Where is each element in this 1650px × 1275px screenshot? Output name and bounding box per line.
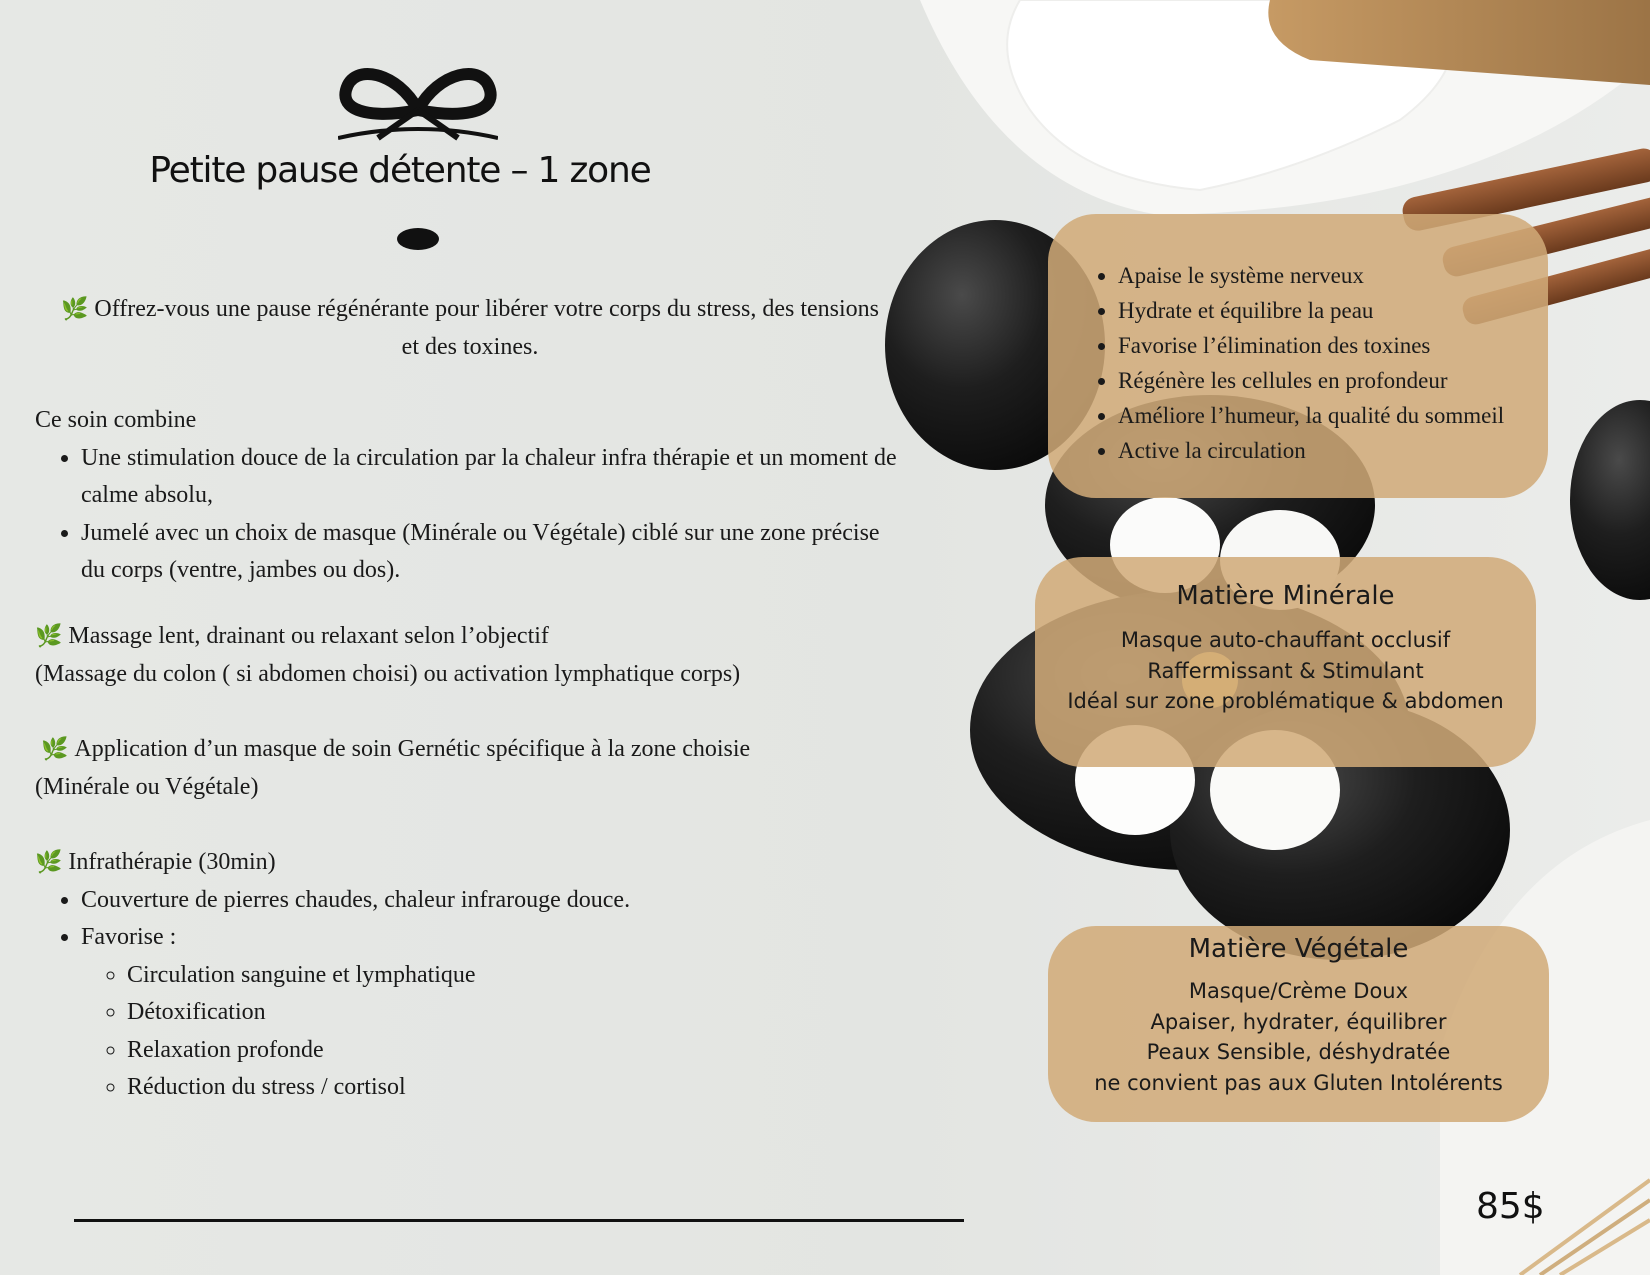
infratherapie-list [35,882,905,1107]
mineral-line: Masque auto-chauffant occlusif [1120,628,1451,652]
combine-heading: Ce soin combine [35,407,197,433]
list-item: • Jumelé avec un choix de masque (Minérale ou Végétale) ciblé sur une zone précise du corps (ventre, jambes ou dos). [81,515,905,590]
list-item: • Favorise : ◦ Circulation sanguine et lymphatique ◦ Détoxification ◦ Relaxation profonde ◦ Réduction du stress / cortisol [81,919,905,1107]
vegetal-title: Matière Végétale [1188,934,1409,964]
herb-sprig-icon: 🌿 [35,849,63,874]
intro-text: Offrez-vous une pause régénérante pour libérer votre corps du stress, des tensions et des toxines. [94,296,880,360]
vegetal-card [1048,926,1549,1122]
mineral-title: Matière Minérale [1176,581,1395,611]
mineral-line: Idéal sur zone problématique & abdomen [1067,689,1504,713]
mineral-line: Raffermissant & Stimulant [1147,658,1424,683]
page-title: Petite pause détente – 1 zone [149,150,651,191]
infratherapie-heading: Infrathérapie (30min) [68,849,276,875]
application-detail: (Minérale ou Végétale) [35,773,259,800]
massage-section [35,617,905,693]
application-line: Application d’un masque de soin Gernétic spécifique à la zone choisie [74,736,751,762]
list-item: ◦ Circulation sanguine et lymphatique [127,957,905,995]
list-item: • Une stimulation douce de la circulation par la chaleur infra thérapie et un moment de calme absolu, [81,440,905,515]
herb-sprig-icon: 🌿 [60,296,89,321]
list-item: • Hydrate et équilibre la peau [1118,293,1504,328]
benefits-card [1048,214,1548,498]
combine-list [35,440,905,590]
list-item: ◦ Détoxification [127,994,905,1032]
intro-paragraph [50,290,890,366]
list-item: ◦ Relaxation profonde [127,1032,905,1070]
herb-sprig-icon: 🌿 [35,623,63,648]
list-item: • Apaise le système nerveux [1118,258,1504,293]
vegetal-line: ne convient pas aux Gluten Intolérents [1094,1070,1503,1095]
massage-line: Massage lent, drainant ou relaxant selon l’objectif [68,623,549,649]
price-label: 85$ [1476,1186,1545,1227]
vegetal-line: Apaiser, hydrater, équilibrer [1150,1009,1447,1034]
vegetal-line: Masque/Crème Doux [1188,979,1409,1003]
vegetal-line: Peaux Sensible, déshydratée [1146,1040,1451,1064]
list-item: • Régénère les cellules en profondeur [1118,363,1504,398]
list-item: • Améliore l’humeur, la qualité du sommeil [1118,398,1504,433]
favorise-list [81,957,905,1107]
list-item: ◦ Réduction du stress / cortisol [127,1069,905,1107]
application-section [35,730,905,806]
mineral-card [1035,557,1536,767]
list-item: • Couverture de pierres chaudes, chaleur infrarouge douce. [81,882,905,920]
list-item: • Active la circulation [1118,433,1504,468]
list-item: • Favorise l’élimination des toxines [1118,328,1504,363]
benefits-list [1070,258,1504,468]
massage-detail: (Massage du colon ( si abdomen choisi) ou activation lymphatique corps) [35,660,741,687]
decorative-dot [397,228,439,250]
combine-section [35,402,905,590]
divider-line [74,1219,964,1222]
herb-sprig-icon: 🌿 [41,736,69,761]
infratherapie-section [35,843,905,1107]
ribbon-bow-icon [338,62,498,142]
